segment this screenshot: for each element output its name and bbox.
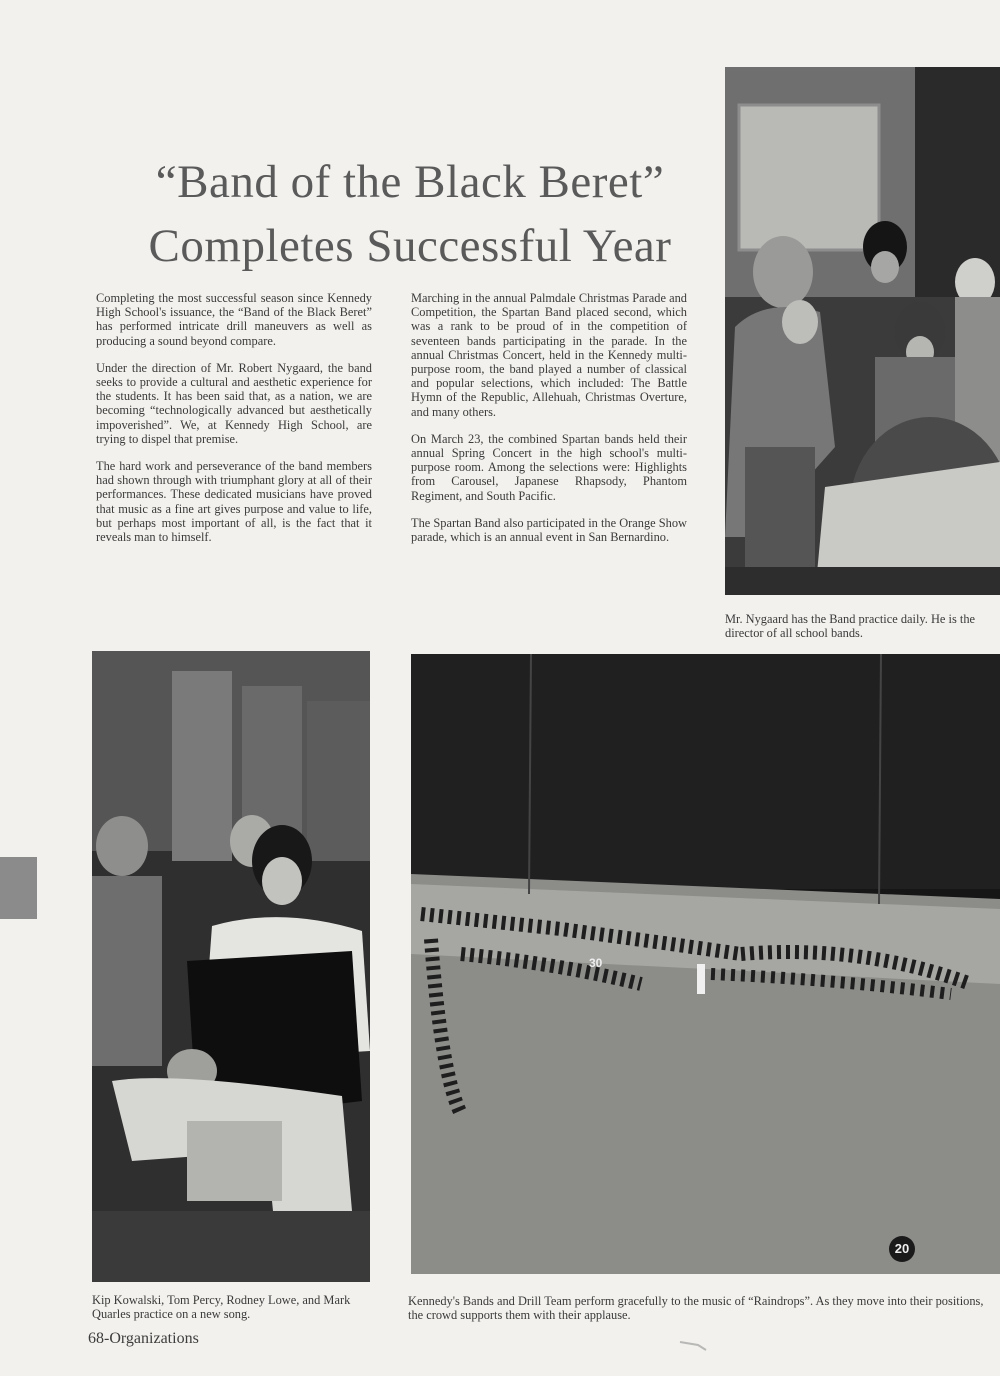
students-photo-caption: Kip Kowalski, Tom Percy, Rodney Lowe, and Mark Quarles practice on a new song. — [92, 1293, 351, 1322]
page-folio: 68-Organizations — [88, 1330, 199, 1347]
article-paragraph: On March 23, the combined Spartan bands held their annual Spring Concert in the high school's multi-purpose room. Among the selections were: Highlights from Carousel, Japanese Rhapsody, Phantom Regiment, and South Pacific. — [411, 431, 687, 503]
page-edge-tab — [0, 857, 37, 919]
director-rehearsal-photo — [725, 67, 1000, 595]
yard-marker-30: 30 — [589, 956, 603, 970]
article-column-right — [411, 291, 687, 557]
article-column-left — [96, 291, 372, 557]
yard-marker-20: 20 — [889, 1236, 915, 1262]
article-paragraph: Completing the most successful season since Kennedy High School's issuance, the “Band of the Black Beret” has performed intricate drill maneuvers as well as producing a sound beyond compare. — [96, 291, 372, 348]
marching-band-field-photo — [411, 654, 1000, 1274]
headline-line-2: Completes Successful Year — [148, 220, 672, 272]
paper-fleck-mark — [678, 1338, 708, 1352]
students-practice-photo — [92, 651, 370, 1282]
page-title — [100, 150, 720, 278]
article-paragraph: The hard work and perseverance of the band members had shown through with triumphant glory at all of their performances. These dedicated musicians have proved that music as a fine art gives purpose and value to life, but perhaps most important of all, is the fact that it reveals man to himself. — [96, 459, 372, 545]
article-paragraph: Under the direction of Mr. Robert Nygaard, the band seeks to provide a cultural and aesthetic experience for the students. It has been said that, as a nation, we are becoming “technologically advanced but aesthetically impoverished”. We, at Kennedy High School, are trying to dispel that premise. — [96, 360, 372, 446]
marching-photo-caption: Kennedy's Bands and Drill Team perform gracefully to the music of “Raindrops”. As they move into their positions, the crowd supports them with their applause. — [408, 1294, 984, 1323]
article-paragraph: The Spartan Band also participated in the Orange Show parade, which is an annual event in San Bernardino. — [411, 515, 687, 545]
article-paragraph: Marching in the annual Palmdale Christmas Parade and Competition, the Spartan Band placed second, which was a rank to be proud of in the competition of seventeen bands participating in the parade. In the annual Christmas Concert, held in the Kennedy multi-purpose room, the band played a number of classical and popular selections, which included: The Battle Hymn of the Republic, Allehuah, Christmas Overture, and many others. — [411, 291, 687, 419]
director-photo-caption: Mr. Nygaard has the Band practice daily. He is the director of all school bands. — [725, 612, 976, 641]
headline-line-1: “Band of the Black Beret” — [155, 156, 665, 208]
